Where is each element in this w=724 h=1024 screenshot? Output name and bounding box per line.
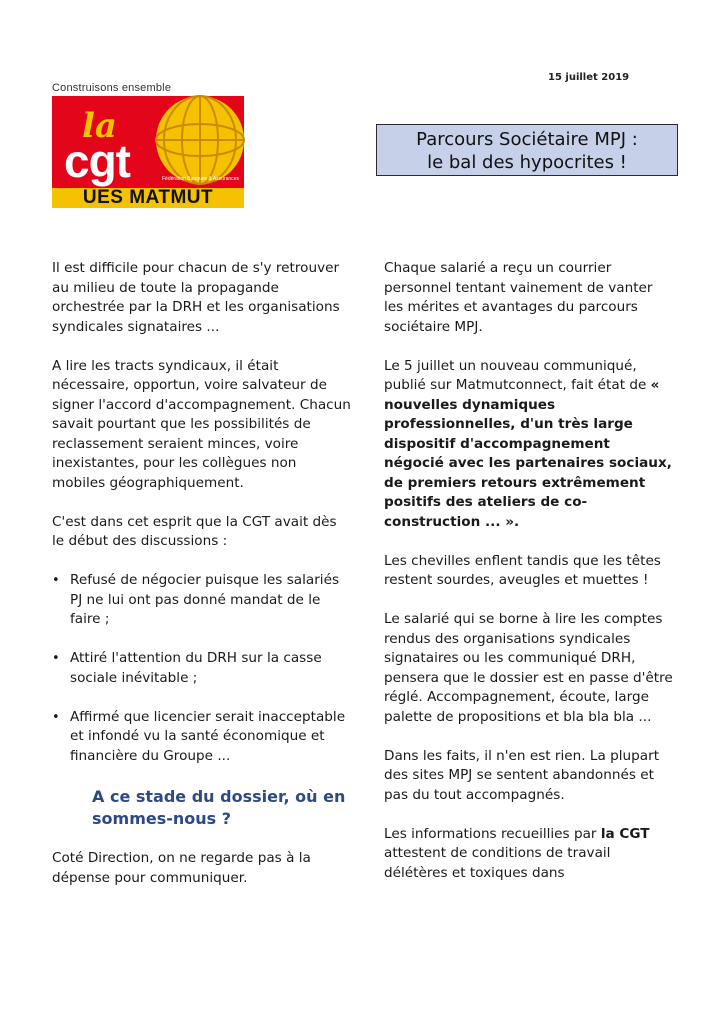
list-item bbox=[52, 708, 352, 767]
logo-federation: Fédération Banques & Assurances bbox=[162, 176, 239, 182]
left-paragraph-3: C'est dans cet esprit que la CGT avait dès le début des discussions : bbox=[52, 513, 337, 549]
right-column bbox=[384, 259, 674, 903]
right-paragraph-6-end: attestent de conditions de travail délétères et toxiques dans bbox=[384, 845, 611, 881]
logo-cgt: cgt bbox=[64, 135, 130, 187]
section-heading: A ce stade du dossier, où en sommes-nous ? bbox=[92, 786, 346, 828]
document-date: 15 juillet 2019 bbox=[548, 72, 630, 83]
list-item-text: Refusé de négocier puisque les salariés PJ ne lui ont pas donné mandat de le faire ; bbox=[70, 572, 340, 627]
left-column bbox=[52, 259, 352, 908]
left-paragraph-2: A lire les tracts syndicaux, il était nécessaire, opportun, voire salvateur de signer l'accord d'accompagnement. Chacun savait pourtant que les possibilités de reclassement seraient minces, voire inexistantes, pour les collègues non mobiles géographiquement. bbox=[52, 357, 351, 491]
list-item bbox=[52, 571, 352, 630]
right-paragraph-2 bbox=[384, 357, 674, 533]
bullet-icon: • bbox=[52, 573, 60, 588]
right-paragraph-3: Les chevilles enflent tandis que les têtes restent sourdes, aveugles et muettes ! bbox=[384, 552, 661, 588]
title-line-1: Parcours Sociétaire MPJ : bbox=[416, 129, 638, 150]
logo-la: la bbox=[82, 106, 117, 146]
bullet-icon: • bbox=[52, 709, 60, 725]
communique-quote: « nouvelles dynamiques professionnelles, d'un très large dispositif d'accompagnement négocié avec les partenaires sociaux, de premiers retours extrêmement positifs des ateliers de co-construction ... ». bbox=[384, 377, 672, 530]
title-box bbox=[376, 124, 678, 176]
list-item-text: Attiré l'attention du DRH sur la casse sociale inévitable ; bbox=[70, 650, 322, 686]
bullet-icon: • bbox=[52, 651, 60, 666]
list-item-text: Affirmé que licencier serait inacceptable et infondé vu la santé économique et financière du Groupe ... bbox=[70, 708, 346, 764]
logo-red-panel bbox=[52, 96, 244, 188]
right-paragraph-4: Le salarié qui se borne à lire les comptes rendus des organisations syndicales signataires ou les communiqué DRH, pensera que le dossier est en passe d'être réglé. Accompagnement, écoute, large palette de propositions et bla bla bla ... bbox=[384, 611, 673, 725]
cgt-actions-list bbox=[52, 571, 352, 766]
right-paragraph-6 bbox=[384, 825, 674, 884]
right-paragraph-5: Dans les faits, il n'en est rien. La plupart des sites MPJ se sentent abandonnés et pas du tout accompagnés. bbox=[384, 747, 660, 803]
left-paragraph-1: Il est difficile pour chacun de s'y retrouver au milieu de toute la propagande orchestrée par la DRH et les organisations syndicales signataires ... bbox=[52, 260, 340, 335]
logo-tagline: Construisons ensemble bbox=[52, 82, 172, 94]
right-paragraph-6-start: Les informations recueillies par bbox=[384, 825, 601, 842]
left-paragraph-4: Coté Direction, on ne regarde pas à la dépense pour communiquer. bbox=[52, 850, 311, 886]
cgt-logo bbox=[52, 82, 248, 210]
logo-ues-matmut: UES MATMUT bbox=[82, 187, 214, 208]
cgt-mention: la CGT bbox=[600, 825, 650, 842]
right-paragraph-2-intro: Le 5 juillet un nouveau communiqué, publié sur Matmutconnect, fait état de bbox=[384, 357, 651, 393]
right-paragraph-1: Chaque salarié a reçu un courrier personnel tentant vainement de vanter les mérites et avantages du parcours sociétaire MPJ. bbox=[384, 260, 653, 335]
list-item bbox=[52, 649, 352, 688]
globe-icon bbox=[150, 90, 246, 188]
title-line-2: le bal des hypocrites ! bbox=[427, 152, 627, 173]
